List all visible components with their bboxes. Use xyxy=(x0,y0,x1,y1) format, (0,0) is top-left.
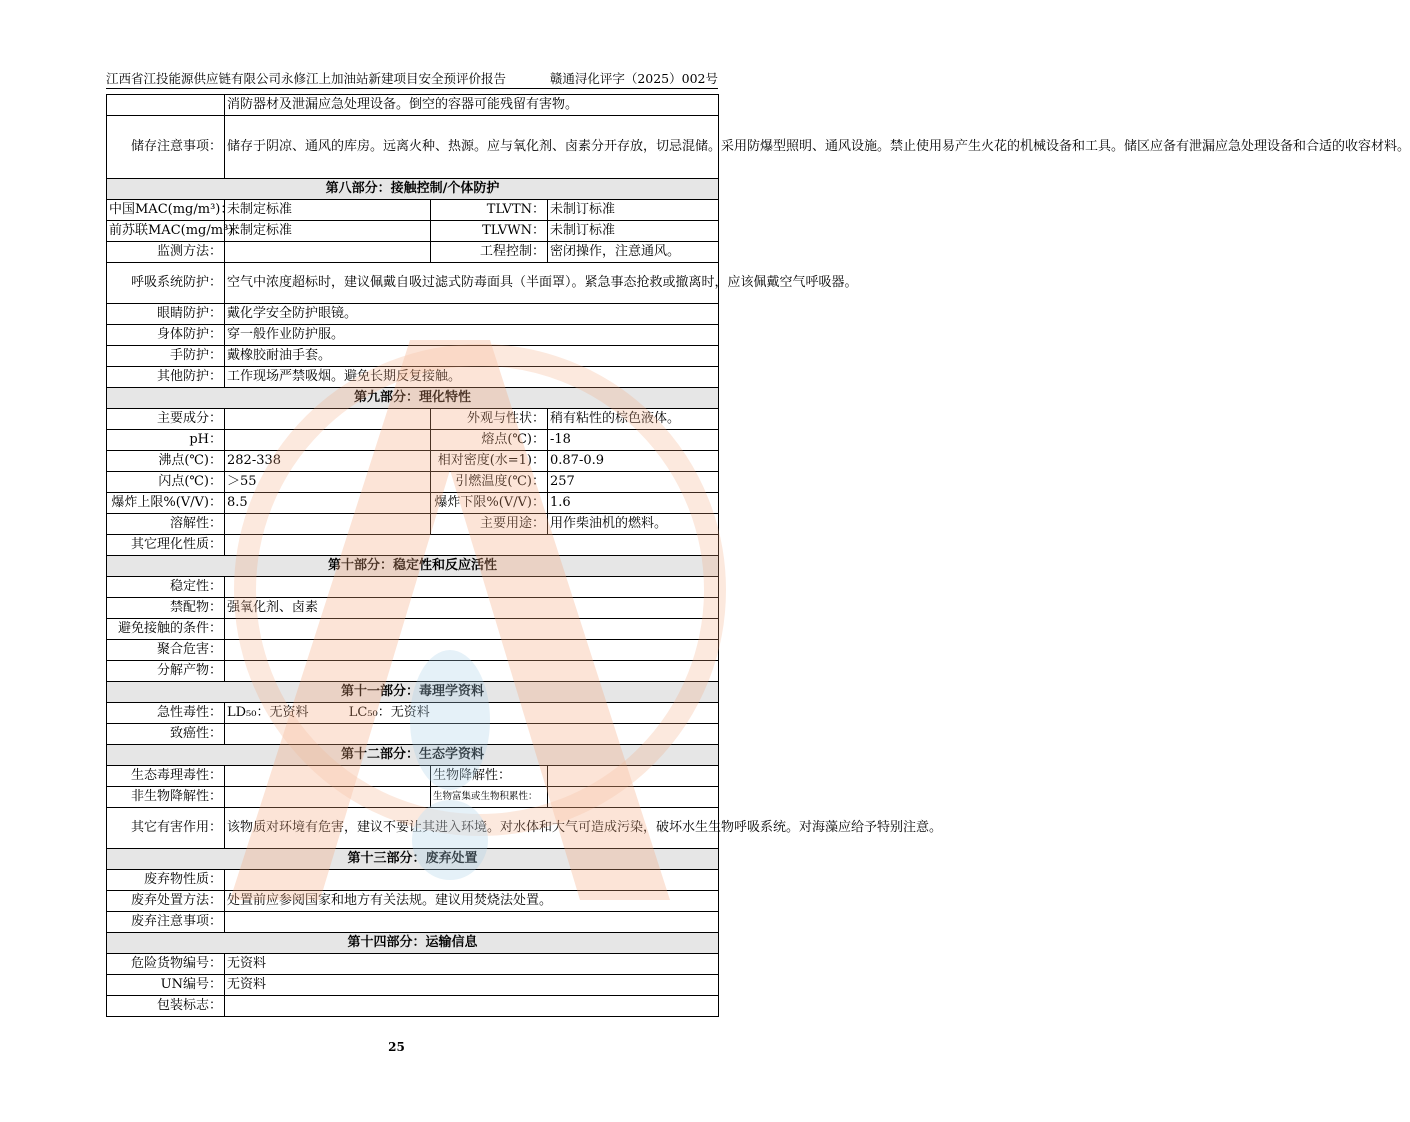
waste-note-value xyxy=(225,912,719,933)
section-header xyxy=(107,682,719,703)
section-8-title: 第八部分：接触控制/个体防护 xyxy=(107,179,719,200)
table-row xyxy=(107,221,719,242)
table-row xyxy=(107,514,719,535)
appear-value: 稍有粘性的棕色液体。 xyxy=(548,409,719,430)
poly-value xyxy=(225,640,719,661)
section-header xyxy=(107,388,719,409)
comp-value xyxy=(225,409,431,430)
table-row xyxy=(107,346,719,367)
table-row xyxy=(107,493,719,514)
body-value: 穿一般作业防护服。 xyxy=(225,325,719,346)
eye-value: 戴化学安全防护眼镜。 xyxy=(225,304,719,325)
pack-mark-value xyxy=(225,996,719,1017)
flash-label: 闪点(℃)： xyxy=(107,472,225,493)
table-row xyxy=(107,451,719,472)
table-row xyxy=(107,870,719,891)
stability-value xyxy=(225,577,719,598)
monitor-label: 监测方法： xyxy=(107,242,225,263)
upper-limit-value: 8.5 xyxy=(225,493,431,514)
waste-method-value: 处置前应参阅国家和地方有关法规。建议用焚烧法处置。 xyxy=(225,891,719,912)
stability-label: 稳定性： xyxy=(107,577,225,598)
table-row xyxy=(107,766,719,787)
section-header xyxy=(107,745,719,766)
table-row xyxy=(107,200,719,221)
table-row xyxy=(107,577,719,598)
msds-table xyxy=(106,94,1410,1017)
section-10-title: 第十部分：稳定性和反应活性 xyxy=(107,556,719,577)
pack-mark-label: 包装标志： xyxy=(107,996,225,1017)
nonbio-label: 非生物降解性： xyxy=(107,787,225,808)
appear-label: 外观与性状： xyxy=(431,409,548,430)
table-row xyxy=(107,912,719,933)
other-harm-value: 该物质对环境有危害，建议不要让其进入环境。对水体和大气可造成污染，破坏水生生物呼吸系统。对海藻应给予特别注意。 xyxy=(225,808,719,849)
header-report-title: 江西省江投能源供应链有限公司永修江上加油站新建项目安全预评价报告 xyxy=(106,71,507,86)
ignite-value: 257 xyxy=(548,472,719,493)
use-value: 用作柴油机的燃料。 xyxy=(548,514,719,535)
table-row xyxy=(107,116,719,179)
section-9-title: 第九部分：理化特性 xyxy=(107,388,719,409)
lower-limit-value: 1.6 xyxy=(548,493,719,514)
ignite-label: 引燃温度(℃)： xyxy=(431,472,548,493)
section-header xyxy=(107,556,719,577)
table-row xyxy=(107,242,719,263)
table-row xyxy=(107,619,719,640)
table-row xyxy=(107,975,719,996)
avoid-value xyxy=(225,619,719,640)
bioacc-label: 生物富集或生物积累性： xyxy=(431,787,548,808)
biodeg-value xyxy=(548,766,719,787)
section-header xyxy=(107,179,719,200)
resp-value: 空气中浓度超标时，建议佩戴自吸过滤式防毒面具（半面罩）。紧急事态抢救或撤离时，应该佩戴空气呼吸器。 xyxy=(225,263,719,304)
nonbio-value xyxy=(225,787,431,808)
upper-limit-label: 爆炸上限%(V/V)： xyxy=(107,493,225,514)
table-row xyxy=(107,263,719,304)
incompat-label: 禁配物： xyxy=(107,598,225,619)
row-label xyxy=(107,95,225,116)
carc-label: 致癌性： xyxy=(107,724,225,745)
table-row xyxy=(107,724,719,745)
resp-label: 呼吸系统防护： xyxy=(107,263,225,304)
table-row xyxy=(107,640,719,661)
waste-method-label: 废弃处置方法： xyxy=(107,891,225,912)
incompat-value: 强氧化剂、卤素 xyxy=(225,598,719,619)
lower-limit-label: 爆炸下限%(V/V)： xyxy=(431,493,548,514)
section-12-title: 第十二部分：生态学资料 xyxy=(107,745,719,766)
mac-su-value: 未制定标准 xyxy=(225,221,431,242)
comp-label: 主要成分： xyxy=(107,409,225,430)
un-number-label: UN编号： xyxy=(107,975,225,996)
table-row xyxy=(107,325,719,346)
dg-number-label: 危险货物编号： xyxy=(107,954,225,975)
hand-label: 手防护： xyxy=(107,346,225,367)
table-row xyxy=(107,954,719,975)
table-row xyxy=(107,304,719,325)
table-row xyxy=(107,367,719,388)
mac-su-label: 前苏联MAC(mg/m³)： xyxy=(107,221,225,242)
table-row xyxy=(107,661,719,682)
eng-control-value: 密闭操作，注意通风。 xyxy=(548,242,719,263)
other-prop-value xyxy=(225,535,719,556)
leak-cont-value: 消防器材及泄漏应急处理设备。倒空的容器可能残留有害物。 xyxy=(225,95,719,116)
decomp-label: 分解产物： xyxy=(107,661,225,682)
section-header xyxy=(107,933,719,954)
page-number: 25 xyxy=(388,1040,405,1054)
lc50-value: LC₅₀：无资料 xyxy=(348,705,430,720)
acute-label: 急性毒性： xyxy=(107,703,225,724)
acute-value xyxy=(225,703,719,724)
section-13-title: 第十三部分：废弃处置 xyxy=(107,849,719,870)
poly-label: 聚合危害： xyxy=(107,640,225,661)
mac-cn-label: 中国MAC(mg/m³)： xyxy=(107,200,225,221)
hand-value: 戴橡胶耐油手套。 xyxy=(225,346,719,367)
boil-label: 沸点(℃)： xyxy=(107,451,225,472)
storage-value: 储存于阴凉、通风的库房。远离火种、热源。应与氧化剂、卤素分开存放，切忌混储。采用防爆型照明、通风设施。禁止使用易产生火花的机械设备和工具。储区应备有泄漏应急处理设备和合适的收容材料。 xyxy=(225,116,719,179)
decomp-value xyxy=(225,661,719,682)
solubility-value xyxy=(225,514,431,535)
tlvwn-label: TLVWN： xyxy=(431,221,548,242)
tlvtn-value: 未制订标准 xyxy=(548,200,719,221)
ph-value xyxy=(225,430,431,451)
dg-number-value: 无资料 xyxy=(225,954,719,975)
table-row xyxy=(107,787,719,808)
un-number-value: 无资料 xyxy=(225,975,719,996)
section-14-title: 第十四部分：运输信息 xyxy=(107,933,719,954)
flash-value: ＞55 xyxy=(225,472,431,493)
other-protect-label: 其他防护： xyxy=(107,367,225,388)
ecotox-value xyxy=(225,766,431,787)
table-row xyxy=(107,472,719,493)
monitor-value xyxy=(225,242,431,263)
header-report-code: 赣通浔化评字（2025）002号 xyxy=(549,71,718,86)
table-row xyxy=(107,409,719,430)
mac-cn-value: 未制定标准 xyxy=(225,200,431,221)
table-row xyxy=(107,95,719,116)
waste-nature-value xyxy=(225,870,719,891)
section-header xyxy=(107,849,719,870)
section-11-title: 第十一部分：毒理学资料 xyxy=(107,682,719,703)
table-row xyxy=(107,891,719,912)
table-row xyxy=(107,598,719,619)
storage-label: 储存注意事项： xyxy=(107,116,225,179)
density-value: 0.87-0.9 xyxy=(548,451,719,472)
other-harm-label: 其它有害作用： xyxy=(107,808,225,849)
bioacc-value xyxy=(548,787,719,808)
avoid-label: 避免接触的条件： xyxy=(107,619,225,640)
eye-label: 眼睛防护： xyxy=(107,304,225,325)
density-label: 相对密度(水=1)： xyxy=(431,451,548,472)
page-header xyxy=(106,70,718,89)
ld50-value: LD₅₀：无资料 xyxy=(227,705,309,720)
ph-label: pH： xyxy=(107,430,225,451)
waste-nature-label: 废弃物性质： xyxy=(107,870,225,891)
melt-label: 熔点(℃)： xyxy=(431,430,548,451)
other-prop-label: 其它理化性质： xyxy=(107,535,225,556)
table-row xyxy=(107,703,719,724)
carc-value xyxy=(225,724,719,745)
tlvwn-value: 未制订标准 xyxy=(548,221,719,242)
tlvtn-label: TLVTN： xyxy=(431,200,548,221)
table-row xyxy=(107,808,719,849)
body-label: 身体防护： xyxy=(107,325,225,346)
use-label: 主要用途： xyxy=(431,514,548,535)
waste-note-label: 废弃注意事项： xyxy=(107,912,225,933)
eng-control-label: 工程控制： xyxy=(431,242,548,263)
table-row xyxy=(107,430,719,451)
other-protect-value: 工作现场严禁吸烟。避免长期反复接触。 xyxy=(225,367,719,388)
solubility-label: 溶解性： xyxy=(107,514,225,535)
table-row xyxy=(107,535,719,556)
melt-value: -18 xyxy=(548,430,719,451)
boil-value: 282-338 xyxy=(225,451,431,472)
ecotox-label: 生态毒理毒性： xyxy=(107,766,225,787)
table-row xyxy=(107,996,719,1017)
biodeg-label: 生物降解性： xyxy=(431,766,548,787)
